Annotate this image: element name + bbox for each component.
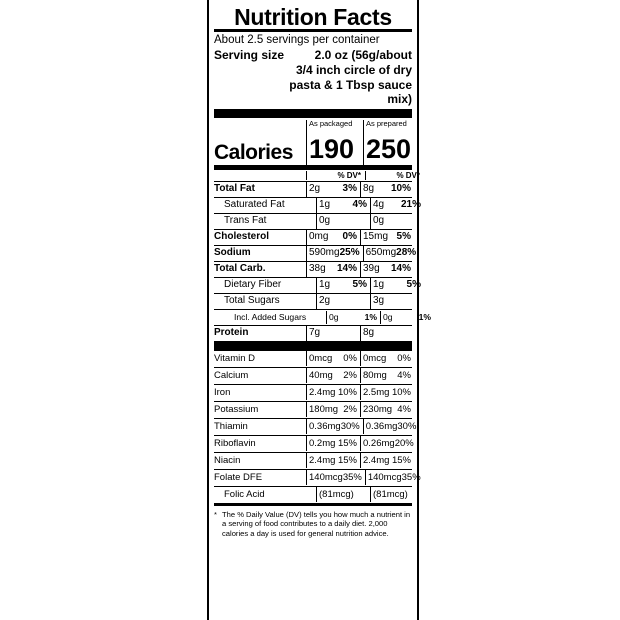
vitamin-cell-as-packaged <box>316 487 370 502</box>
vitamin-amount: 0.2mg <box>309 438 336 450</box>
vitamin-daily-value: 15% <box>337 438 357 450</box>
nutrient-daily-value: 1% <box>364 311 377 322</box>
nutrient-cell-as-packaged <box>306 326 360 341</box>
nutrient-cell-as-packaged <box>306 182 360 197</box>
page-title: Nutrition Facts <box>234 4 392 30</box>
calories-as-prepared: 250 <box>363 136 420 165</box>
vitamin-cell-as-packaged <box>306 368 360 383</box>
nutrient-amount: 7g <box>309 327 321 339</box>
nutrient-name: Sodium <box>214 247 251 259</box>
vitamin-amount: 0.36mg <box>309 421 341 433</box>
vitamin-cell-as-prepared <box>370 487 424 502</box>
nutrient-amount: 0mg <box>309 231 329 243</box>
vitamin-daily-value: 4% <box>397 370 411 382</box>
vitamin-row <box>214 436 412 453</box>
vitamin-cell-as-packaged <box>306 436 360 451</box>
vitamin-row <box>214 368 412 385</box>
vitamin-name: Potassium <box>214 404 259 416</box>
nutrient-amount: 39g <box>363 263 380 275</box>
nutrient-daily-value: 28% <box>396 247 417 259</box>
vitamin-amount: 2.4mg <box>309 387 336 399</box>
column-header-spacer <box>214 120 306 136</box>
serving-size-line-1: 2.0 oz (56g/about <box>314 48 412 63</box>
vitamin-daily-value: 10% <box>391 387 411 399</box>
vitamin-cell-as-prepared <box>360 368 414 383</box>
divider-serving <box>214 109 412 118</box>
nutrient-name: Saturated Fat <box>224 199 285 211</box>
vitamin-daily-value: 10% <box>337 387 357 399</box>
vitamin-amount: 0mcg <box>363 353 387 365</box>
nutrient-row <box>214 246 417 261</box>
vitamin-amount: 180mg <box>309 404 339 416</box>
vitamin-name: Niacin <box>214 455 241 467</box>
nutrient-row <box>214 262 412 277</box>
vitamin-daily-value: 4% <box>397 404 411 416</box>
vitamin-amount: 80mg <box>363 370 387 382</box>
vitamin-daily-value: 30% <box>340 421 360 433</box>
vitamin-daily-value: 35% <box>342 472 362 484</box>
nutrient-cell-as-packaged <box>316 214 370 229</box>
nutrient-row <box>214 230 412 245</box>
vitamin-cell-as-packaged <box>306 470 365 485</box>
vitamin-row <box>214 351 412 368</box>
nutrient-amount: 0g <box>319 215 331 227</box>
nutrient-amount: 3g <box>373 295 385 307</box>
nutrient-amount: 0g <box>373 215 385 227</box>
vitamin-row <box>214 470 421 487</box>
nutrient-name: Trans Fat <box>224 215 267 227</box>
vitamin-amount: 140mcg <box>309 472 343 484</box>
vitamin-row <box>214 402 412 419</box>
nutrient-cell-as-prepared <box>360 262 414 277</box>
vitamin-amount: 40mg <box>309 370 333 382</box>
nutrient-daily-value: 14% <box>390 263 411 275</box>
column-header-as-prepared: As prepared <box>363 120 420 136</box>
nutrient-row <box>214 310 431 325</box>
vitamin-amount: 0.26mg <box>363 438 395 450</box>
vitamin-daily-value: 35% <box>401 472 421 484</box>
nutrient-row <box>214 214 412 229</box>
vitamin-amount: 2.4mg <box>309 455 336 467</box>
nutrient-cell-as-packaged <box>316 198 370 213</box>
nutrient-cell-as-prepared <box>370 278 424 293</box>
vitamin-daily-value: 0% <box>343 353 357 365</box>
vitamin-cell-as-prepared <box>360 385 414 400</box>
nutrient-name: Total Carb. <box>214 263 266 275</box>
vitamin-daily-value: 15% <box>337 455 357 467</box>
nutrient-cell-as-prepared <box>370 198 424 213</box>
nutrient-name: Protein <box>214 327 249 339</box>
nutrient-amount: 0g <box>329 311 339 322</box>
vitamin-cell-as-prepared <box>360 402 414 417</box>
vitamin-amount: 2.5mg <box>363 387 390 399</box>
nutrient-daily-value: 14% <box>336 263 357 275</box>
nutrient-daily-value: 5% <box>406 279 421 291</box>
nutrient-amount: 1g <box>373 279 385 291</box>
nutrient-name: Total Fat <box>214 183 255 195</box>
vitamin-cell-as-prepared <box>360 351 414 366</box>
vitamin-daily-value: 30% <box>397 421 417 433</box>
nutrient-amount: 8g <box>363 183 375 195</box>
vitamin-cell-as-packaged <box>306 402 360 417</box>
dv-header-as-packaged: % DV* <box>306 171 365 180</box>
vitamin-cell-as-prepared <box>365 470 424 485</box>
dv-header-as-prepared: % DV* <box>365 171 424 180</box>
nutrient-cell-as-prepared <box>360 230 414 245</box>
serving-size-row <box>214 48 412 109</box>
servings-per-container: About 2.5 servings per container <box>214 34 380 47</box>
vitamin-amount: 230mg <box>363 404 393 416</box>
nutrient-table <box>214 182 431 342</box>
vitamin-row <box>214 419 417 436</box>
vitamin-daily-value: 15% <box>391 455 411 467</box>
vitamin-name: Folate DFE <box>214 472 263 484</box>
nutrient-amount: 650mg <box>365 247 397 259</box>
nutrient-row <box>214 278 421 293</box>
nutrient-cell-as-prepared <box>360 326 414 341</box>
nutrient-daily-value: 0% <box>342 231 357 243</box>
vitamin-amount: 140mcg <box>367 472 402 484</box>
nutrient-row <box>214 198 421 213</box>
nutrient-daily-value: 1% <box>418 311 431 322</box>
nutrient-cell-as-packaged <box>326 311 380 324</box>
nutrient-cell-as-prepared <box>363 246 420 261</box>
nutrient-amount: 4g <box>373 199 385 211</box>
vitamin-name: Iron <box>214 387 231 399</box>
nutrient-amount: 2g <box>319 295 331 307</box>
serving-size-line-3: pasta & 1 Tbsp sauce mix) <box>289 77 412 107</box>
vitamin-cell-as-prepared <box>360 436 417 451</box>
nutrient-daily-value: 21% <box>400 199 421 211</box>
footnote-text: The % Daily Value (DV) tells you how much a nutrient in a serving of food contributes to a daily diet. 2,000 calories a day is used for general nutrition advice. <box>222 509 411 538</box>
vitamin-amount: 0mcg <box>309 353 333 365</box>
nutrient-amount: 1g <box>319 279 331 291</box>
vitamin-amount: 2.4mg <box>363 455 390 467</box>
nutrient-amount: 38g <box>309 263 326 275</box>
nutrient-cell-as-packaged <box>316 294 370 309</box>
nutrient-name: Dietary Fiber <box>224 279 282 291</box>
nutrient-cell-as-prepared <box>380 311 434 324</box>
nutrient-amount: 0g <box>383 311 393 322</box>
daily-value-header-row <box>214 170 420 181</box>
serving-size-line-2: 3/4 inch circle of dry <box>295 62 412 77</box>
nutrient-cell-as-packaged <box>306 230 360 245</box>
nutrient-daily-value: 25% <box>339 247 360 259</box>
vitamin-name: Calcium <box>214 370 249 382</box>
nutrient-row <box>214 182 412 197</box>
vitamin-cell-as-prepared <box>360 453 414 468</box>
vitamin-cell-as-packaged <box>306 419 363 434</box>
nutrition-facts-panel <box>207 0 431 620</box>
nutrient-amount: 2g <box>309 183 321 195</box>
calories-row <box>214 133 412 165</box>
vitamin-name: Vitamin D <box>214 353 256 365</box>
nutrient-amount: 590mg <box>309 247 340 259</box>
column-header-as-packaged: As packaged <box>306 120 363 136</box>
nutrient-row <box>214 294 412 309</box>
vitamin-row <box>214 385 412 402</box>
nutrient-amount: 1g <box>319 199 331 211</box>
nutrient-daily-value: 4% <box>352 199 367 211</box>
nutrient-amount: 15mg <box>363 231 389 243</box>
nutrient-name: Total Sugars <box>224 295 280 307</box>
vitamin-name: Thiamin <box>214 421 248 433</box>
vitamin-cell-as-packaged <box>306 351 360 366</box>
vitamin-amount: (81mcg) <box>319 489 354 501</box>
vitamin-daily-value: 0% <box>397 353 411 365</box>
vitamin-cell-as-prepared <box>363 419 420 434</box>
nutrient-daily-value: 5% <box>352 279 367 291</box>
nutrient-amount: 8g <box>363 327 375 339</box>
nutrient-daily-value: 10% <box>390 183 411 195</box>
vitamin-name: Riboflavin <box>214 438 256 450</box>
vitamin-daily-value: 2% <box>343 404 357 416</box>
nutrient-cell-as-packaged <box>306 262 360 277</box>
calories-as-packaged: 190 <box>306 136 363 165</box>
vitamin-amount: (81mcg) <box>373 489 408 501</box>
nutrient-name: Cholesterol <box>214 231 270 243</box>
footnote <box>214 506 412 538</box>
vitamin-row <box>214 487 412 503</box>
nutrient-cell-as-packaged <box>306 246 363 261</box>
vitamin-amount: 0.36mg <box>365 421 398 433</box>
nutrient-row <box>214 326 412 341</box>
calories-label: Calories <box>214 140 293 164</box>
vitamin-daily-value: 20% <box>394 438 414 450</box>
serving-size-label: Serving size <box>214 48 285 63</box>
serving-size-value <box>284 48 412 107</box>
vitamin-daily-value: 2% <box>343 370 357 382</box>
nutrient-cell-as-prepared <box>370 294 424 309</box>
vitamin-cell-as-packaged <box>306 453 360 468</box>
nutrient-cell-as-prepared <box>360 182 414 197</box>
vitamin-cell-as-packaged <box>306 385 360 400</box>
footnote-star: * <box>214 509 217 519</box>
vitamin-row <box>214 453 412 470</box>
nutrient-name: Incl. Added Sugars <box>234 311 307 322</box>
dv-header-spacer <box>214 171 306 180</box>
nutrient-cell-as-prepared <box>370 214 424 229</box>
vitamin-table <box>214 351 421 503</box>
nutrient-daily-value: 3% <box>342 183 357 195</box>
vitamin-name: Folic Acid <box>224 489 265 501</box>
divider-nutrients <box>214 342 412 351</box>
nutrient-cell-as-packaged <box>316 278 370 293</box>
nutrient-daily-value: 5% <box>396 231 411 243</box>
